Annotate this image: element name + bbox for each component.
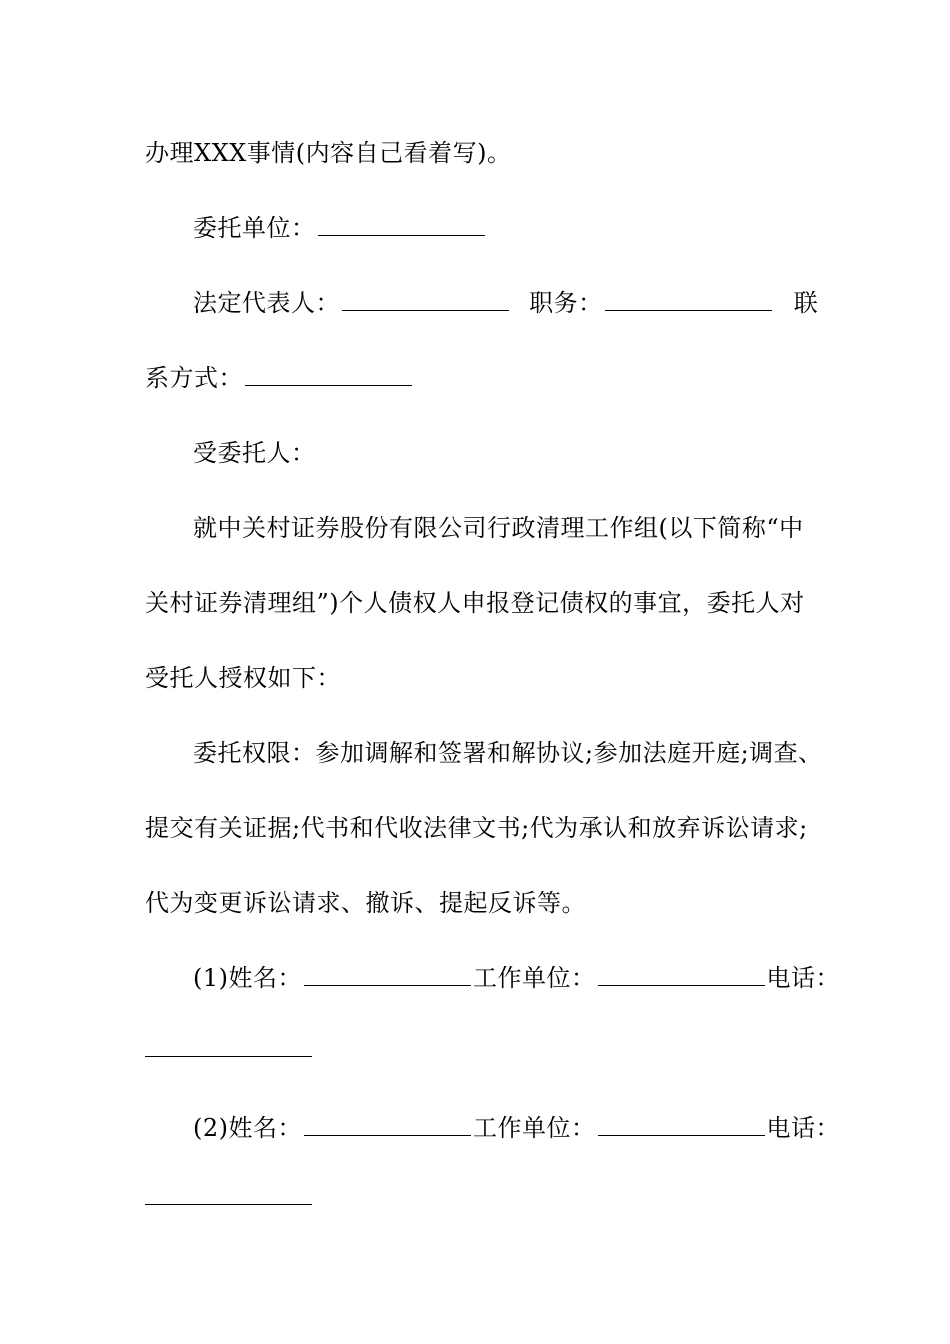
- entrusting-unit-blank[interactable]: [318, 213, 485, 236]
- contact-blank[interactable]: [245, 363, 412, 386]
- agent-2-name-blank[interactable]: [304, 1113, 471, 1136]
- contact-label-end: 系方式：: [145, 364, 243, 392]
- text-line-1: [145, 136, 825, 170]
- agent-1-unit-label: 工作单位：: [473, 964, 596, 992]
- text-line-11: [145, 811, 825, 845]
- text-segment: 受托人授权如下：: [145, 664, 341, 692]
- text-line-7: [193, 511, 873, 545]
- text-segment: 代为变更诉讼请求、撤诉、提起反诉等。: [145, 889, 586, 917]
- text-line-8: [145, 586, 825, 620]
- contact-line: [145, 361, 825, 395]
- legal-rep-blank[interactable]: [342, 288, 509, 311]
- agent-2-name-label: 姓名：: [228, 1114, 302, 1142]
- text-line-10: [193, 736, 873, 770]
- position-label: 职务：: [529, 289, 603, 317]
- text-segment: 委托权限：参加调解和签署和解协议;参加法庭开庭;调查、: [193, 739, 823, 767]
- agent-1-unit-blank[interactable]: [598, 963, 765, 986]
- agent-2-line: [193, 1111, 873, 1145]
- legal-rep-label: 法定代表人：: [193, 289, 340, 317]
- agent-1-name-blank[interactable]: [304, 963, 471, 986]
- agent-2-phone-label: 电话：: [766, 1114, 840, 1142]
- agent-2-number: (2): [193, 1114, 229, 1142]
- entrusting-unit-label: 委托单位：: [193, 214, 316, 242]
- agent-1-number: (1): [193, 964, 229, 992]
- agent-1-name-label: 姓名：: [228, 964, 302, 992]
- position-blank[interactable]: [605, 288, 772, 311]
- agent-1-line: [193, 961, 873, 995]
- contact-label-start: 联: [793, 289, 819, 317]
- text-segment: 办理XXX事情(内容自己看着写)。: [145, 139, 512, 167]
- legal-rep-line: [193, 286, 873, 320]
- text-segment: 就中关村证券股份有限公司行政清理工作组(以下简称“中: [193, 514, 804, 542]
- text-segment: 提交有关证据;代书和代收法律文书;代为承认和放弃诉讼请求;: [145, 814, 808, 842]
- agent-2-unit-label: 工作单位：: [473, 1114, 596, 1142]
- text-line-9: [145, 661, 825, 695]
- text-segment: 关村证券清理组”)个人债权人申报登记债权的事宜，委托人对: [145, 589, 805, 617]
- trustee-label: 受委托人：: [193, 439, 316, 467]
- text-line-12: [145, 886, 825, 920]
- trustee-line: [193, 436, 873, 470]
- agent-2-phone-blank[interactable]: [145, 1204, 312, 1205]
- agent-2-unit-blank[interactable]: [598, 1113, 765, 1136]
- agent-1-phone-label: 电话：: [766, 964, 840, 992]
- entrusting-unit-line: [193, 211, 873, 245]
- agent-1-phone-blank[interactable]: [145, 1056, 312, 1057]
